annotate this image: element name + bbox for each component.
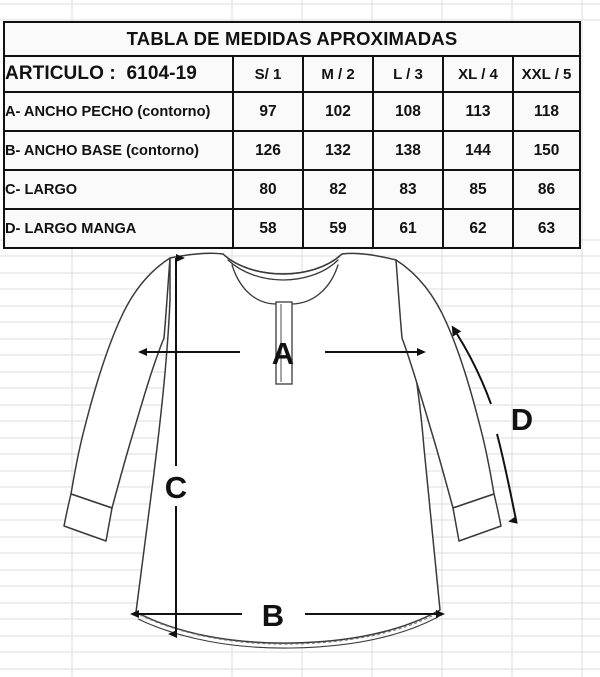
table-row — [4, 170, 580, 209]
dimension-label-b: B — [261, 598, 285, 633]
cell-d-l: 61 — [373, 209, 443, 248]
cell-a-xl: 113 — [443, 92, 513, 131]
cell-c-xl: 85 — [443, 170, 513, 209]
cell-b-xxl: 150 — [513, 131, 580, 170]
cell-c-xxl: 86 — [513, 170, 580, 209]
page-title: TABLA DE MEDIDAS APROXIMADAS — [4, 22, 580, 56]
cell-b-s: 126 — [233, 131, 303, 170]
cell-b-m: 132 — [303, 131, 373, 170]
table-row — [4, 92, 580, 131]
cell-c-l: 83 — [373, 170, 443, 209]
cell-a-l: 108 — [373, 92, 443, 131]
cell-d-xxl: 63 — [513, 209, 580, 248]
cell-a-xxl: 118 — [513, 92, 580, 131]
article-label: ARTICULO : 6104-19 — [4, 56, 233, 92]
cell-d-s: 58 — [233, 209, 303, 248]
cell-b-l: 138 — [373, 131, 443, 170]
table-header-row — [4, 56, 580, 92]
table-row — [4, 209, 580, 248]
measure-label-d: D- LARGO MANGA — [4, 209, 233, 248]
cell-a-m: 102 — [303, 92, 373, 131]
size-header-m: M / 2 — [303, 56, 373, 92]
measure-label-b: B- ANCHO BASE (contorno) — [4, 131, 233, 170]
cell-c-m: 82 — [303, 170, 373, 209]
measure-label-a: A- ANCHO PECHO (contorno) — [4, 92, 233, 131]
cell-d-xl: 62 — [443, 209, 513, 248]
size-header-xxl: XXL / 5 — [513, 56, 580, 92]
size-header-s: S/ 1 — [233, 56, 303, 92]
table-row — [4, 131, 580, 170]
table-title-row — [4, 22, 580, 56]
measure-label-c: C- LARGO — [4, 170, 233, 209]
dimension-label-d: D — [510, 402, 534, 437]
cell-c-s: 80 — [233, 170, 303, 209]
size-header-l: L / 3 — [373, 56, 443, 92]
cell-b-xl: 144 — [443, 131, 513, 170]
garment-technical-drawing — [0, 238, 600, 677]
measurements-table — [3, 21, 581, 249]
size-header-xl: XL / 4 — [443, 56, 513, 92]
dimension-label-a: A — [271, 336, 295, 371]
dimension-label-c: C — [164, 470, 188, 505]
cell-d-m: 59 — [303, 209, 373, 248]
cell-a-s: 97 — [233, 92, 303, 131]
